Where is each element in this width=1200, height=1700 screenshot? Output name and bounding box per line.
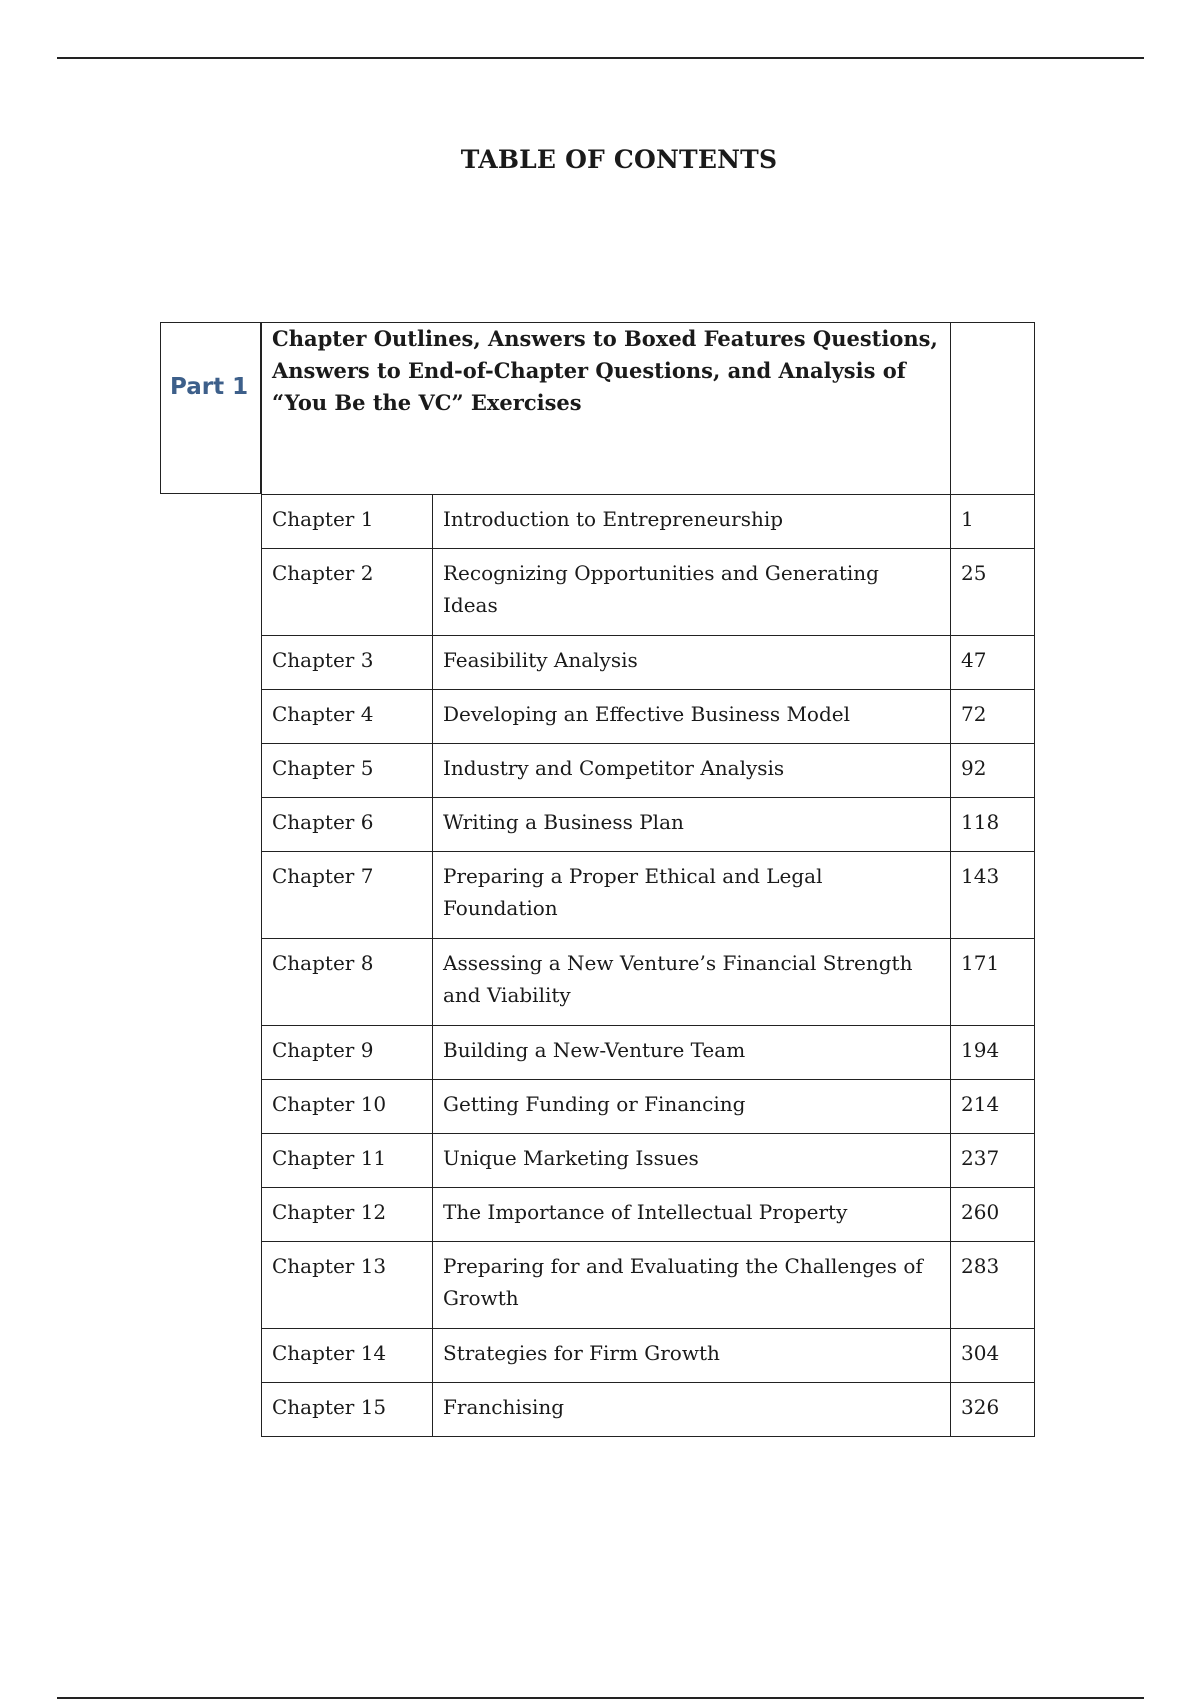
chapter-title: Strategies for Firm Growth [433, 1329, 951, 1383]
toc-row [262, 1188, 1035, 1242]
top-rule [57, 57, 1144, 59]
page-number: 304 [951, 1329, 1035, 1383]
toc-row [262, 690, 1035, 744]
chapter-number: Chapter 13 [262, 1242, 433, 1329]
chapter-number: Chapter 10 [262, 1080, 433, 1134]
chapter-title: Writing a Business Plan [433, 798, 951, 852]
chapter-title: Franchising [433, 1383, 951, 1437]
toc-row [262, 1242, 1035, 1329]
chapter-title: Developing an Effective Business Model [433, 690, 951, 744]
chapter-title: The Importance of Intellectual Property [433, 1188, 951, 1242]
page-number: 143 [951, 852, 1035, 939]
page-number: 25 [951, 549, 1035, 636]
toc-row [262, 1080, 1035, 1134]
chapter-number: Chapter 3 [262, 636, 433, 690]
part-page-cell [951, 323, 1035, 495]
page-number: 1 [951, 495, 1035, 549]
toc-row [262, 744, 1035, 798]
part-box [160, 322, 261, 494]
chapter-title: Recognizing Opportunities and Generating Ideas [433, 549, 951, 636]
toc-row [262, 1026, 1035, 1080]
page-number: 171 [951, 939, 1035, 1026]
toc-row [262, 939, 1035, 1026]
chapter-title: Building a New-Venture Team [433, 1026, 951, 1080]
chapter-title: Unique Marketing Issues [433, 1134, 951, 1188]
chapter-number: Chapter 15 [262, 1383, 433, 1437]
toc-row [262, 549, 1035, 636]
toc-row [262, 1134, 1035, 1188]
toc-row [262, 1329, 1035, 1383]
chapter-number: Chapter 8 [262, 939, 433, 1026]
page-number: 214 [951, 1080, 1035, 1134]
part-header-row [262, 323, 1035, 495]
page-number: 118 [951, 798, 1035, 852]
part-description: Chapter Outlines, Answers to Boxed Features Questions, Answers to End-of-Chapter Questions, and Analysis of “You Be the VC” Exercises [262, 323, 951, 495]
chapter-number: Chapter 1 [262, 495, 433, 549]
page-number: 260 [951, 1188, 1035, 1242]
chapter-number: Chapter 14 [262, 1329, 433, 1383]
page-number: 283 [951, 1242, 1035, 1329]
chapter-number: Chapter 2 [262, 549, 433, 636]
chapter-number: Chapter 4 [262, 690, 433, 744]
chapter-title: Introduction to Entrepreneurship [433, 495, 951, 549]
part-label: Part 1 [170, 374, 249, 400]
page-number: 72 [951, 690, 1035, 744]
page-number: 92 [951, 744, 1035, 798]
bottom-rule [57, 1697, 1144, 1699]
page-title: TABLE OF CONTENTS [460, 145, 778, 174]
chapter-number: Chapter 9 [262, 1026, 433, 1080]
chapter-number: Chapter 7 [262, 852, 433, 939]
chapter-number: Chapter 5 [262, 744, 433, 798]
page-number: 237 [951, 1134, 1035, 1188]
toc-table [261, 322, 1035, 1437]
page-number: 47 [951, 636, 1035, 690]
chapter-title: Preparing a Proper Ethical and Legal Foundation [433, 852, 951, 939]
chapter-title: Getting Funding or Financing [433, 1080, 951, 1134]
chapter-title: Feasibility Analysis [433, 636, 951, 690]
page-number: 194 [951, 1026, 1035, 1080]
chapter-title: Assessing a New Venture’s Financial Strength and Viability [433, 939, 951, 1026]
toc-row [262, 636, 1035, 690]
toc-row [262, 852, 1035, 939]
chapter-title: Preparing for and Evaluating the Challenges of Growth [433, 1242, 951, 1329]
chapter-title: Industry and Competitor Analysis [433, 744, 951, 798]
chapter-number: Chapter 6 [262, 798, 433, 852]
toc-row [262, 798, 1035, 852]
chapter-number: Chapter 11 [262, 1134, 433, 1188]
toc-row [262, 495, 1035, 549]
toc-row [262, 1383, 1035, 1437]
page-number: 326 [951, 1383, 1035, 1437]
chapter-number: Chapter 12 [262, 1188, 433, 1242]
